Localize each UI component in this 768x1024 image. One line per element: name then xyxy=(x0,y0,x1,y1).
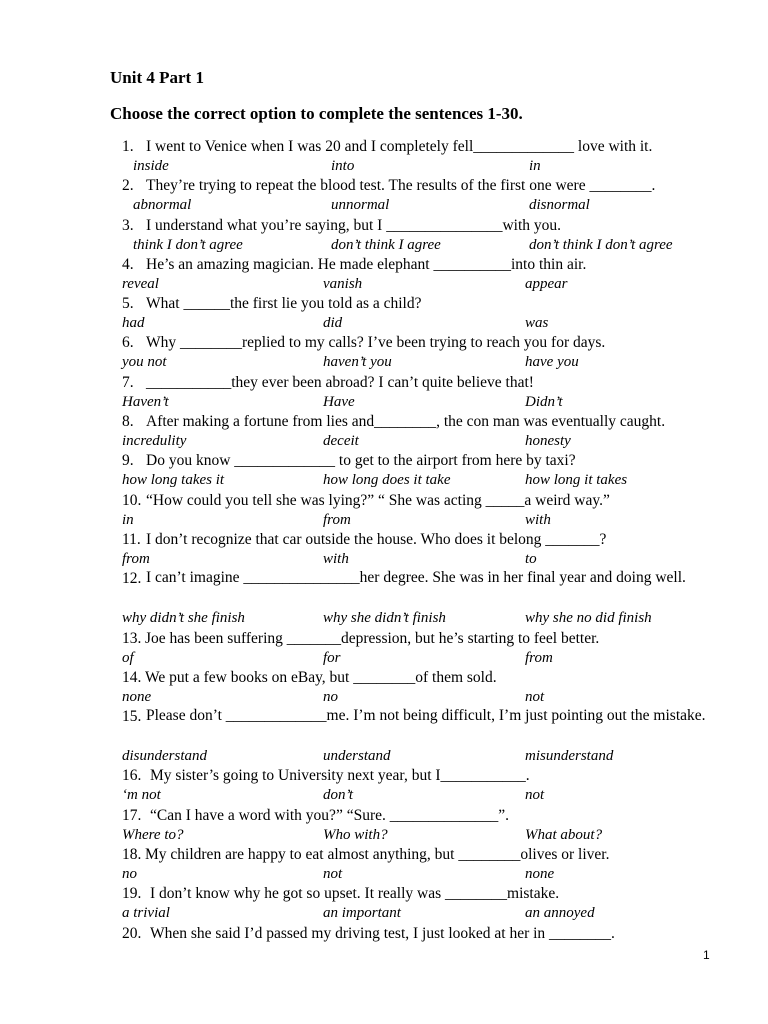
question-text: They’re trying to repeat the blood test. The results of the first one were ________. xyxy=(146,177,656,195)
question-text: Do you know _____________ to get to the airport from here by taxi? xyxy=(146,452,576,470)
question-text: I don’t recognize that car outside the house. Who does it belong _______? xyxy=(146,530,607,548)
question-list xyxy=(0,136,768,944)
option-c: from xyxy=(525,649,553,666)
option-b: understand xyxy=(323,748,391,765)
option-a: in xyxy=(122,511,134,528)
option-a: Haven’t xyxy=(122,393,169,410)
options-6 xyxy=(0,353,768,371)
options-14 xyxy=(0,688,768,706)
question-number: 18. xyxy=(122,846,142,864)
question-number: 10. xyxy=(122,491,142,509)
question-number: 6. xyxy=(122,334,134,352)
option-a: abnormal xyxy=(133,197,192,214)
question-20 xyxy=(0,923,768,944)
option-a: none xyxy=(122,688,152,705)
option-b: Who with? xyxy=(323,826,388,843)
question-number: 12. xyxy=(122,570,142,588)
option-b: vanish xyxy=(323,275,363,292)
option-c: disnormal xyxy=(529,197,590,214)
option-a: from xyxy=(122,550,150,567)
question-10 xyxy=(0,490,768,511)
options-17 xyxy=(0,826,768,844)
question-17 xyxy=(0,805,768,826)
question-13 xyxy=(0,628,768,649)
question-text: When she said I’d passed my driving test, I just looked at her in ________. xyxy=(150,924,615,942)
question-text: We put a few books on eBay, but ________of them sold. xyxy=(145,668,497,686)
options-12 xyxy=(0,609,768,627)
question-text: “Can I have a word with you?” “Sure. ______________”. xyxy=(150,806,509,824)
options-3 xyxy=(0,236,768,254)
question-text: I understand what you’re saying, but I _______________with you. xyxy=(146,216,561,234)
question-2 xyxy=(0,175,768,196)
question-number: 20. xyxy=(122,924,142,942)
option-c: What about? xyxy=(525,826,603,843)
options-1 xyxy=(0,157,768,175)
option-a: disunderstand xyxy=(122,748,208,765)
option-a: Where to? xyxy=(122,826,184,843)
question-text: My sister’s going to University next year, but I___________. xyxy=(150,767,530,785)
question-text: My children are happy to eat almost anything, but ________olives or liver. xyxy=(145,846,610,864)
question-12 xyxy=(0,568,768,609)
option-b: deceit xyxy=(323,433,359,450)
question-text: “How could you tell she was lying?” “ She was acting _____a weird way.” xyxy=(146,491,610,509)
question-15 xyxy=(0,706,768,747)
option-c: have you xyxy=(525,354,579,371)
unit-title: Unit 4 Part 1 xyxy=(110,68,204,87)
option-b: don’t xyxy=(323,787,353,804)
question-number: 11. xyxy=(122,530,141,548)
question-number: 14. xyxy=(122,668,142,686)
option-c: in xyxy=(529,158,541,174)
options-18 xyxy=(0,865,768,883)
question-number: 16. xyxy=(122,767,142,785)
option-b: Have xyxy=(323,393,355,410)
option-a: inside xyxy=(133,158,169,174)
question-text: I can’t imagine _______________her degree. She was in her final year and doing well. xyxy=(146,569,686,587)
option-c: don’t think I don’t agree xyxy=(529,236,673,253)
question-text: Joe has been suffering _______depression, but he’s starting to feel better. xyxy=(145,629,600,647)
question-3 xyxy=(0,215,768,236)
option-a: think I don’t agree xyxy=(133,236,243,253)
option-c: was xyxy=(525,315,549,332)
question-number: 1. xyxy=(122,138,134,155)
option-c: honesty xyxy=(525,433,571,450)
question-text: He’s an amazing magician. He made elephant __________into thin air. xyxy=(146,255,587,273)
option-a: a trivial xyxy=(122,905,170,922)
question-19 xyxy=(0,883,768,904)
option-b: not xyxy=(323,866,343,883)
question-text: Please don’t _____________me. I’m not being difficult, I’m just pointing out the mistake. xyxy=(146,707,706,725)
option-b: why she didn’t finish xyxy=(323,610,446,627)
question-text: After making a fortune from lies and________, the con man was eventually caught. xyxy=(146,413,666,431)
option-b: did xyxy=(323,315,343,332)
option-c: how long it takes xyxy=(525,472,628,489)
options-13 xyxy=(0,649,768,667)
question-14 xyxy=(0,667,768,688)
question-number: 9. xyxy=(122,452,134,470)
question-6 xyxy=(0,332,768,353)
question-number: 4. xyxy=(122,255,134,273)
option-c: not xyxy=(525,688,545,705)
options-2 xyxy=(0,196,768,214)
option-c: none xyxy=(525,866,555,883)
question-1 xyxy=(0,136,768,157)
question-number: 3. xyxy=(122,216,134,234)
option-b: no xyxy=(323,688,338,705)
options-5 xyxy=(0,314,768,332)
option-a: no xyxy=(122,866,137,883)
options-10 xyxy=(0,511,768,529)
option-b: into xyxy=(331,158,355,174)
option-c: not xyxy=(525,787,545,804)
question-11 xyxy=(0,529,768,550)
question-18 xyxy=(0,844,768,865)
question-number: 7. xyxy=(122,373,134,391)
option-a: why didn’t she finish xyxy=(122,610,245,627)
option-a: ‘m not xyxy=(122,787,161,804)
question-number: 8. xyxy=(122,413,134,431)
option-b: don’t think I agree xyxy=(331,236,441,253)
option-c: to xyxy=(525,550,537,567)
option-c: misunderstand xyxy=(525,748,614,765)
option-b: haven’t you xyxy=(323,354,392,371)
question-number: 19. xyxy=(122,885,142,903)
question-5 xyxy=(0,293,768,314)
option-b: how long does it take xyxy=(323,472,451,489)
option-b: from xyxy=(323,511,351,528)
question-number: 13. xyxy=(122,629,142,647)
question-9 xyxy=(0,450,768,471)
question-8 xyxy=(0,411,768,432)
question-number: 2. xyxy=(122,177,134,195)
option-b: unnormal xyxy=(331,197,390,214)
option-c: why she no did finish xyxy=(525,610,652,627)
option-a: you not xyxy=(122,354,167,371)
question-4 xyxy=(0,254,768,275)
option-a: how long takes it xyxy=(122,472,225,489)
page-number: 1 xyxy=(703,948,710,962)
options-8 xyxy=(0,432,768,450)
question-16 xyxy=(0,765,768,786)
option-b: for xyxy=(323,649,341,666)
option-c: an annoyed xyxy=(525,905,595,922)
option-a: had xyxy=(122,315,145,332)
options-11 xyxy=(0,550,768,568)
option-c: with xyxy=(525,511,551,528)
option-a: reveal xyxy=(122,275,159,292)
options-16 xyxy=(0,786,768,804)
question-7 xyxy=(0,372,768,393)
option-a: incredulity xyxy=(122,433,187,450)
option-a: of xyxy=(122,649,134,666)
question-text: What ______the first lie you told as a child? xyxy=(146,295,422,313)
question-text: I went to Venice when I was 20 and I completely fell_____________ love with it. xyxy=(146,138,653,155)
question-number: 17. xyxy=(122,806,142,824)
option-c: appear xyxy=(525,275,568,292)
options-7 xyxy=(0,393,768,411)
options-4 xyxy=(0,275,768,293)
options-9 xyxy=(0,471,768,489)
question-text: Why ________replied to my calls? I’ve been trying to reach you for days. xyxy=(146,334,606,352)
question-text: I don’t know why he got so upset. It really was ________mistake. xyxy=(150,885,560,903)
options-15 xyxy=(0,747,768,765)
instruction: Choose the correct option to complete the sentences 1-30. xyxy=(110,104,523,123)
option-b: an important xyxy=(323,905,401,922)
options-19 xyxy=(0,904,768,922)
question-number: 15. xyxy=(122,708,142,726)
question-number: 5. xyxy=(122,295,134,313)
option-c: Didn’t xyxy=(525,393,563,410)
option-b: with xyxy=(323,550,349,567)
question-text: ___________they ever been abroad? I can’t quite believe that! xyxy=(146,373,534,391)
